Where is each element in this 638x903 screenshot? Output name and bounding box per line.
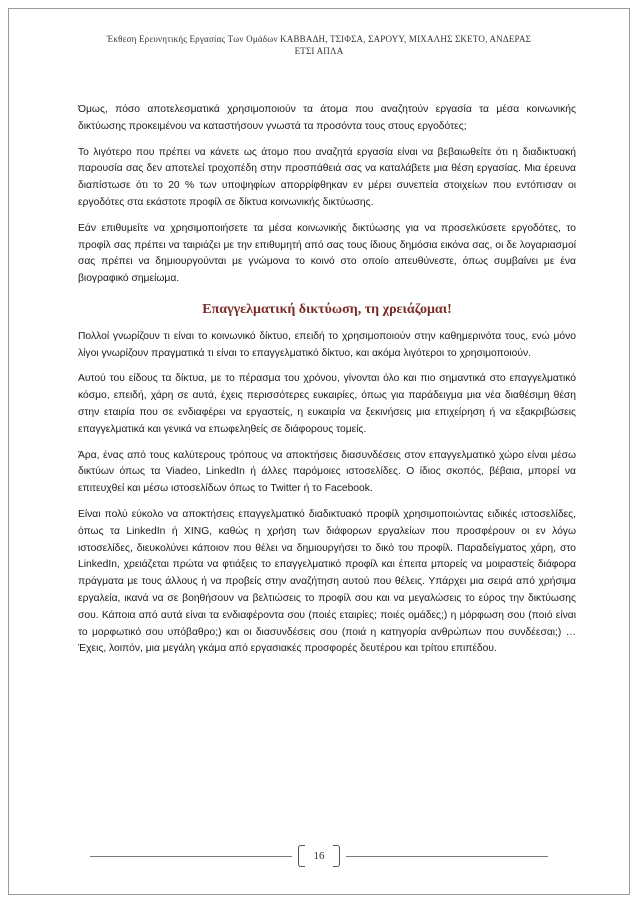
paragraph: Άρα, ένας από τους καλύτερους τρόπους να αποκτήσεις διασυνδέσεις στον επαγγελματικό χώρο είναι μέσω δικτύων όπως τα Viadeo, LinkedIn ή άλλες παρόμοιες ιστοσελίδες. Ο ίδιος σκοπός, βέβαια, μπορεί να επιτευχθεί και μέσω ιστοσελίδων όπως το Twitter ή το Facebook.	[78, 449, 576, 495]
header-line-1: Έκθεση Ερευνητικής Εργασίας Των Ομάδων ΚΑΒΒΑΔΗ, ΤΣΙΦΣΑ, ΣΑΡΟΥΥ, ΜΙΧΑΛΗΣ ΣΚΕΤΟ, ΑΝΔΕΡΑΣ	[106, 34, 532, 44]
header-line-2: ΕΤΣΙ ΑΠΛΑ	[294, 46, 344, 56]
page-content	[78, 102, 576, 667]
paragraph: Είναι πολύ εύκολο να αποκτήσεις επαγγελματικό διαδικτυακό προφίλ χρησιμοποιώντας ειδικές ιστοσελίδες, όπως τα LinkedIn ή XING, καθώς η χρήση των διάφορων εργαλείων που προσφέρουν οι εν λόγω ιστοσελίδες, διευκολύνει κάποιον που θέλει να δημιουργήσει το δικό του προφίλ. Παραδείγματος χάρη, στο LinkedIn, χρειάζεται πρώτα να φτιάξεις το επαγγελματικό προφίλ και έπειτα μπορείς να μοιραστείς διάφορα πράγματα με τους άλλους ή να προβείς στην αναζήτηση αυτού που θέλεις. Υπάρχει μια σειρά από χρήσιμα εργαλεία, ικανά να σε βοηθήσουν να βελτιώσεις το προφίλ σου και να μεγαλώσεις το εύρος την δικτύωσης σου. Κάποια από αυτά είναι τα ενδιαφέροντα σου (ποιές εταιρίες; ποιές ομάδες;) η μόρφωση σου (ποιό είναι το μορφωτικό σου υπόβαθρο;) και οι διασυνδέσεις σου (ποιά η κατηγορία ανθρώπων που συνδέεσαι;) … Έχεις, λοιπόν, μια μεγάλη γκάμα από εργασιακές προσφορές δευτέρου και τρίτου επιπέδου.	[78, 508, 576, 655]
footer-rule-right	[346, 856, 548, 857]
page-number: 16	[298, 843, 340, 869]
paragraph: Εάν επιθυμείτε να χρησιμοποιήσετε τα μέσα κοινωνικής δικτύωσης για να προσελκύσετε εργοδότες, το προφίλ σας πρέπει να ταιριάζει με την επιθυμητή από σας τους ίδιους δημόσια εικόνα σας, οι δε λογαριασμοί σας πρέπει να δημιουργούνται με γνώμονα το κοινό στο οποίο απευθύνεστε, όπως συμβαίνει με ένα βιογραφικό σημείωμα.	[78, 222, 576, 285]
paragraph: Πολλοί γνωρίζουν τι είναι το κοινωνικό δίκτυο, επειδή το χρησιμοποιούν στην καθημερινότα τους, ενώ μόνο λίγοι γνωρίζουν πραγματικά τι είναι το επαγγελματικό δίκτυο, και ακόμα λιγότεροι το χρησιμοποιούν.	[78, 330, 576, 359]
paragraph: Το λιγότερο που πρέπει να κάνετε ως άτομο που αναζητά εργασία είναι να βεβαιωθείτε ότι η διαδικτυακή παρουσία σας δεν αποτελεί τροχοπέδη στην προσπάθειά σας να καταλάβετε μια θέση εργασίας. Μια έρευνα διαπίστωσε ότι το 20 % των υποψηφίων απορρίφθηκαν εν μέρει συνεπεία στοιχείων που εντόπισαν οι εργοδότες στα εκάστοτε προφίλ σε δίκτυα κοινωνικής δικτύωσης.	[78, 146, 576, 208]
section-heading: Επαγγελματική δικτύωση, τη χρειάζομαι!	[202, 301, 452, 317]
footer-rule-left	[90, 856, 292, 857]
paragraph: Αυτού του είδους τα δίκτυα, με το πέρασμα του χρόνου, γίνονται όλο και πιο σημαντικά στο επαγγελματικό κόσμο, επειδή, χάρη σε αυτά, έχεις περισσότερες ευκαιρίες, όπως για παράδειγμα μια νέα διαθέσιμη θέση στην εταιρία που σε ενδιαφέρει να εργαστείς, η ευκαιρία να ξεκινήσεις μια επιχείρηση ή να εξακριβώσεις επαγγελματικά και γενικά να επωφεληθείς σε διάφορους τομείς.	[78, 373, 576, 435]
paragraph: Όμως, πόσο αποτελεσματικά χρησιμοποιούν τα άτομα που αναζητούν εργασία τα μέσα κοινωνικής δικτύωσης προκειμένου να καταστήσουν γνωστά τα προσόντα τους στους εργοδότες;	[78, 104, 576, 132]
running-header	[40, 33, 598, 57]
page-footer	[90, 843, 548, 871]
